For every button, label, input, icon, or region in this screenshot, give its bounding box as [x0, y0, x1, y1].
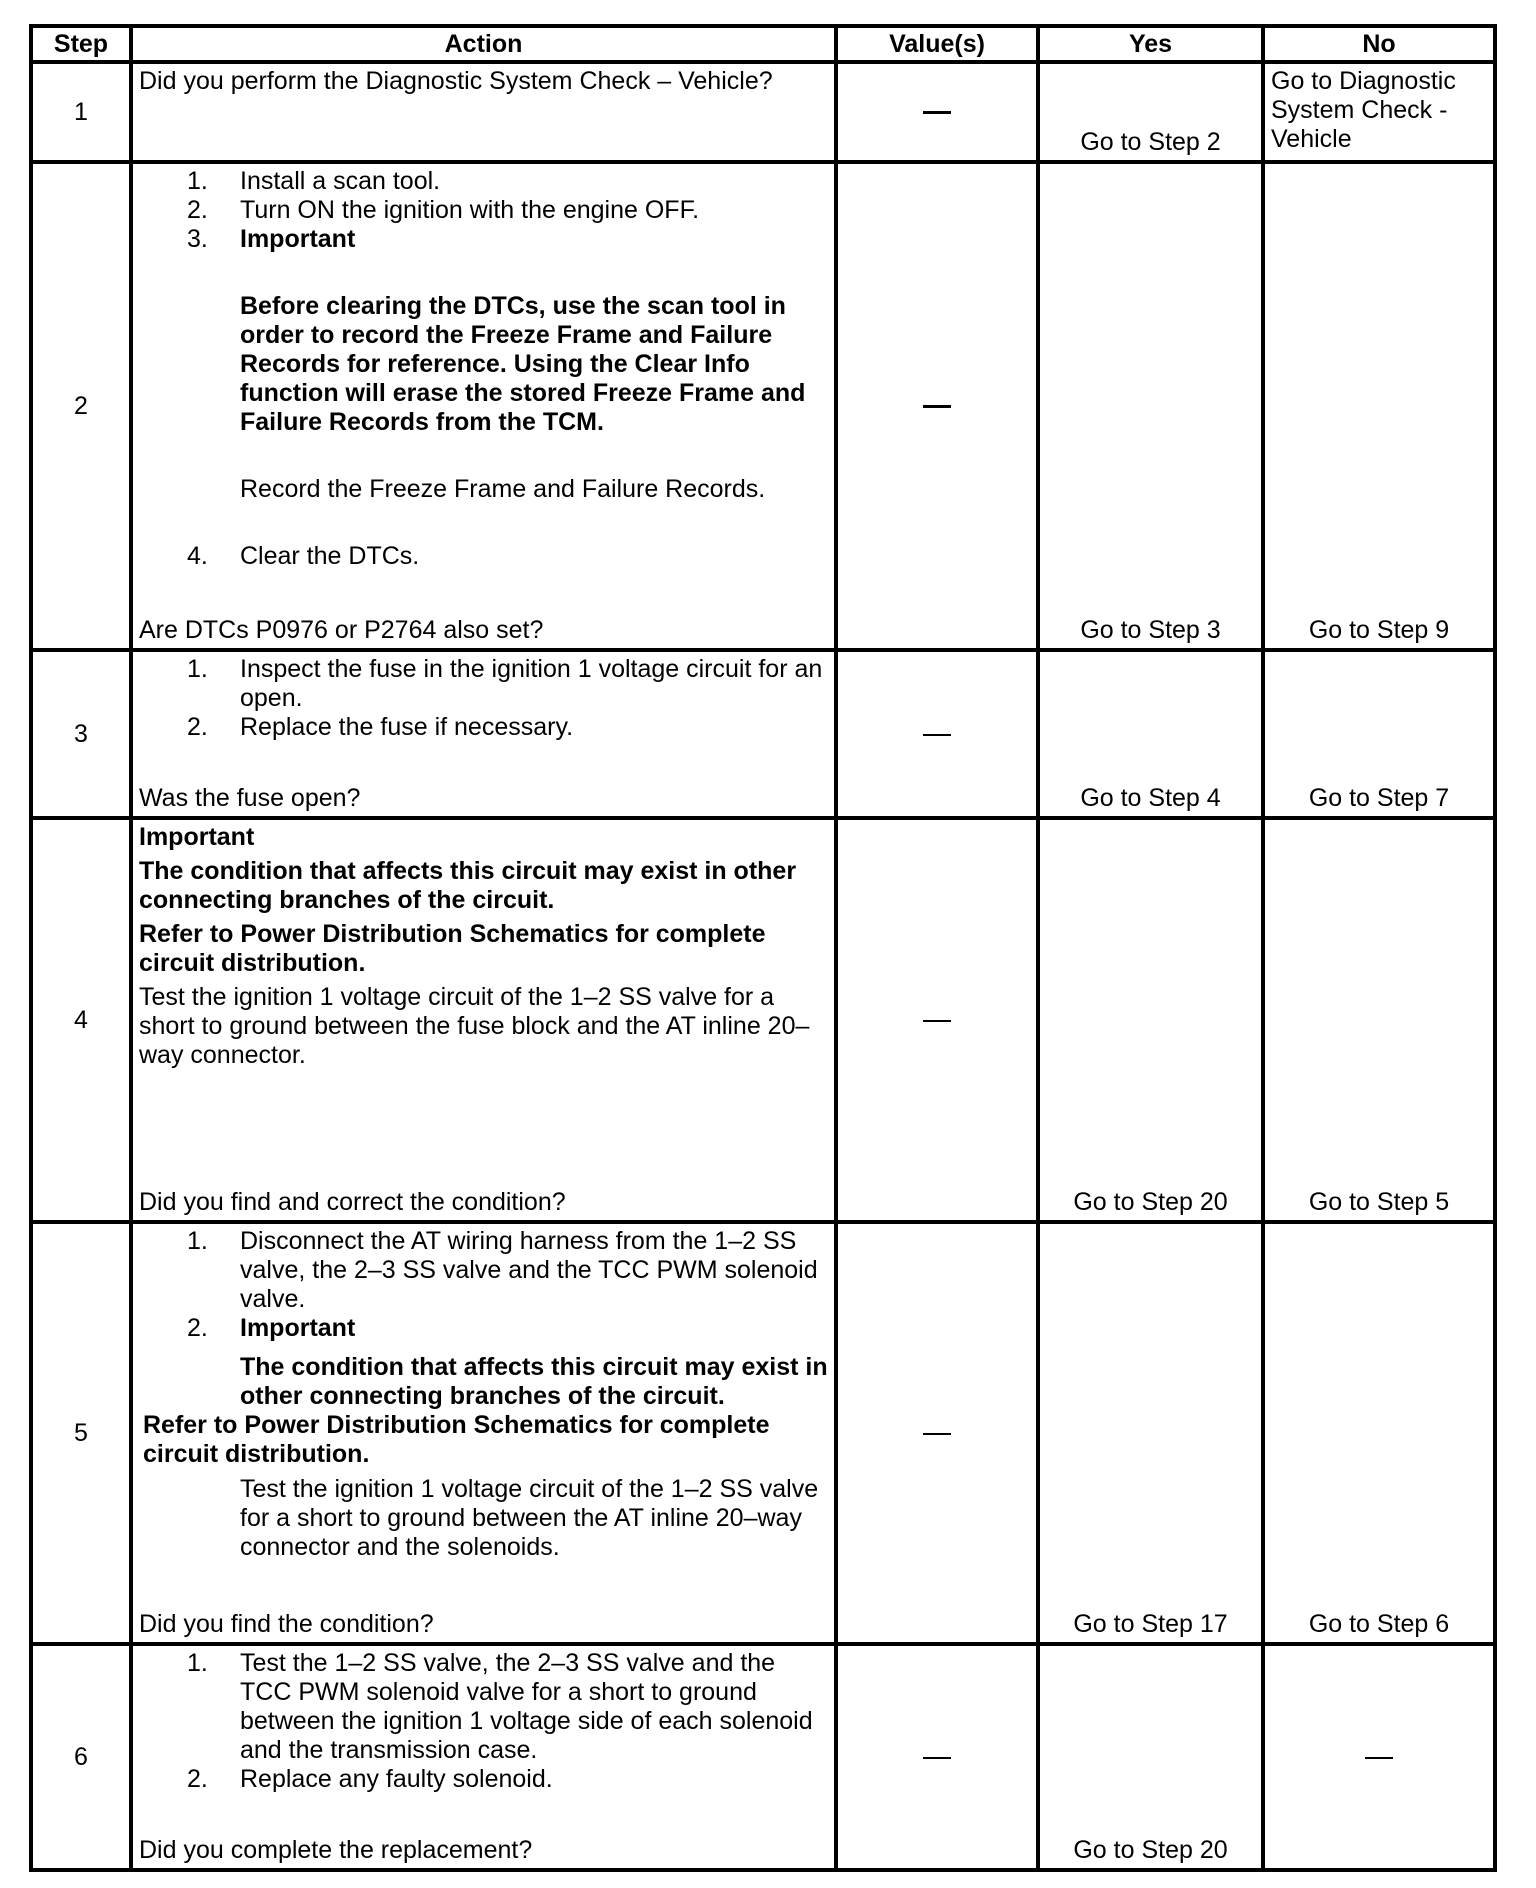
action-cell — [131, 1644, 836, 1870]
important-line: Refer to Power Distribution Schematics for complete circuit distribution. — [139, 920, 766, 977]
item-text: Replace any faulty solenoid. — [240, 1765, 553, 1793]
em-dash — [923, 405, 951, 408]
item-number: 2. — [187, 1314, 208, 1342]
important-note: Before clearing the DTCs, use the scan tool in order to record the Freeze Frame and Failure Records for reference. Using the Clear Info function will erase the stored Freeze Frame and Failure Records from the TCM. — [240, 292, 806, 436]
em-dash — [923, 1433, 951, 1435]
yes-cell: Go to Step 17 — [1038, 1222, 1263, 1644]
important-line: The condition that affects this circuit may exist in other connecting branches of the circuit. — [240, 1353, 828, 1410]
value-cell — [836, 1644, 1038, 1870]
em-dash — [1365, 1757, 1393, 1759]
item-number: 1. — [187, 1649, 208, 1677]
list-item — [139, 196, 828, 225]
list-item — [139, 1765, 828, 1794]
yes-cell: Go to Step 4 — [1038, 650, 1263, 818]
action-cell — [131, 162, 836, 650]
action-cell — [131, 818, 836, 1222]
item-number: 1. — [187, 1227, 208, 1255]
action-question: Was the fuse open? — [139, 784, 361, 812]
item-text: Clear the DTCs. — [240, 542, 420, 570]
value-cell — [836, 1222, 1038, 1644]
action-cell — [131, 1222, 836, 1644]
item-text: Install a scan tool. — [240, 167, 441, 195]
list-item — [139, 713, 828, 742]
table-row — [31, 1644, 1495, 1870]
table-row — [31, 650, 1495, 818]
item-number: 1. — [187, 167, 208, 195]
step-number: 3 — [31, 650, 131, 818]
item-text: Important — [240, 225, 356, 253]
item-text: Test the 1–2 SS valve, the 2–3 SS valve and the TCC PWM solenoid valve for a short to ground between the ignition 1 voltage side of each solenoid and the transmission case. — [240, 1649, 813, 1764]
em-dash — [923, 1020, 951, 1022]
header-yes: Yes — [1038, 26, 1263, 62]
item-text: Replace the fuse if necessary. — [240, 713, 574, 741]
action-cell — [131, 650, 836, 818]
action-cell — [131, 62, 836, 162]
no-cell: Go to Step 5 — [1263, 818, 1495, 1222]
header-values: Value(s) — [836, 26, 1038, 62]
diagnostic-table — [29, 24, 1497, 1872]
test-text: Test the ignition 1 voltage circuit of the 1–2 SS valve for a short to ground between the fuse block and the AT inline 20–way connector. — [139, 983, 810, 1069]
important-line: The condition that affects this circuit may exist in other connecting branches of the circuit. — [139, 857, 797, 914]
item-number: 2. — [187, 1765, 208, 1793]
yes-cell: Go to Step 2 — [1038, 62, 1263, 162]
value-cell — [836, 62, 1038, 162]
table-row — [31, 162, 1495, 650]
no-cell — [1263, 62, 1495, 162]
item-number: 2. — [187, 713, 208, 741]
record-text: Record the Freeze Frame and Failure Records. — [240, 475, 766, 503]
important-title: Important — [139, 823, 255, 851]
item-number: 1. — [187, 655, 208, 683]
list-item — [139, 655, 828, 713]
item-text: Inspect the fuse in the ignition 1 voltage circuit for an open. — [240, 655, 823, 712]
header-row — [31, 26, 1495, 62]
no-cell — [1263, 1644, 1495, 1870]
step-number: 2 — [31, 162, 131, 650]
table-row — [31, 1222, 1495, 1644]
em-dash — [923, 734, 951, 736]
item-number: 2. — [187, 196, 208, 224]
header-no: No — [1263, 26, 1495, 62]
table-row — [31, 62, 1495, 162]
value-cell — [836, 818, 1038, 1222]
no-text: Go to Diagnostic System Check - Vehicle — [1271, 67, 1456, 153]
yes-cell: Go to Step 20 — [1038, 818, 1263, 1222]
list-item — [139, 542, 828, 571]
yes-cell: Go to Step 20 — [1038, 1644, 1263, 1870]
item-number: 3. — [187, 225, 208, 253]
value-cell — [836, 650, 1038, 818]
em-dash — [923, 1757, 951, 1759]
action-question: Did you complete the replacement? — [139, 1836, 533, 1864]
list-item — [139, 225, 828, 254]
list-item — [139, 1314, 828, 1343]
no-cell: Go to Step 9 — [1263, 162, 1495, 650]
list-item — [139, 167, 828, 196]
item-text: Disconnect the AT wiring harness from the 1–2 SS valve, the 2–3 SS valve and the TCC PWM solenoid valve. — [240, 1227, 818, 1313]
yes-cell: Go to Step 3 — [1038, 162, 1263, 650]
list-item — [139, 1227, 828, 1314]
item-text: Turn ON the ignition with the engine OFF. — [240, 196, 700, 224]
step-number: 1 — [31, 62, 131, 162]
header-step: Step — [31, 26, 131, 62]
action-question: Are DTCs P0976 or P2764 also set? — [139, 616, 544, 644]
step-number: 6 — [31, 1644, 131, 1870]
step-number: 5 — [31, 1222, 131, 1644]
header-action: Action — [131, 26, 836, 62]
action-question: Did you find the condition? — [139, 1610, 434, 1638]
no-cell: Go to Step 7 — [1263, 650, 1495, 818]
em-dash — [923, 111, 951, 114]
value-cell — [836, 162, 1038, 650]
item-text: Important — [240, 1314, 356, 1342]
list-item — [139, 1649, 828, 1765]
item-number: 4. — [187, 542, 208, 570]
important-line: Refer to Power Distribution Schematics for complete circuit distribution. — [143, 1411, 770, 1468]
test-text: Test the ignition 1 voltage circuit of the 1–2 SS valve for a short to ground between the AT inline 20–way connector and the solenoids. — [240, 1475, 819, 1561]
action-question: Did you perform the Diagnostic System Check – Vehicle? — [139, 67, 773, 95]
table-row — [31, 818, 1495, 1222]
action-question: Did you find and correct the condition? — [139, 1188, 566, 1216]
step-number: 4 — [31, 818, 131, 1222]
no-cell: Go to Step 6 — [1263, 1222, 1495, 1644]
